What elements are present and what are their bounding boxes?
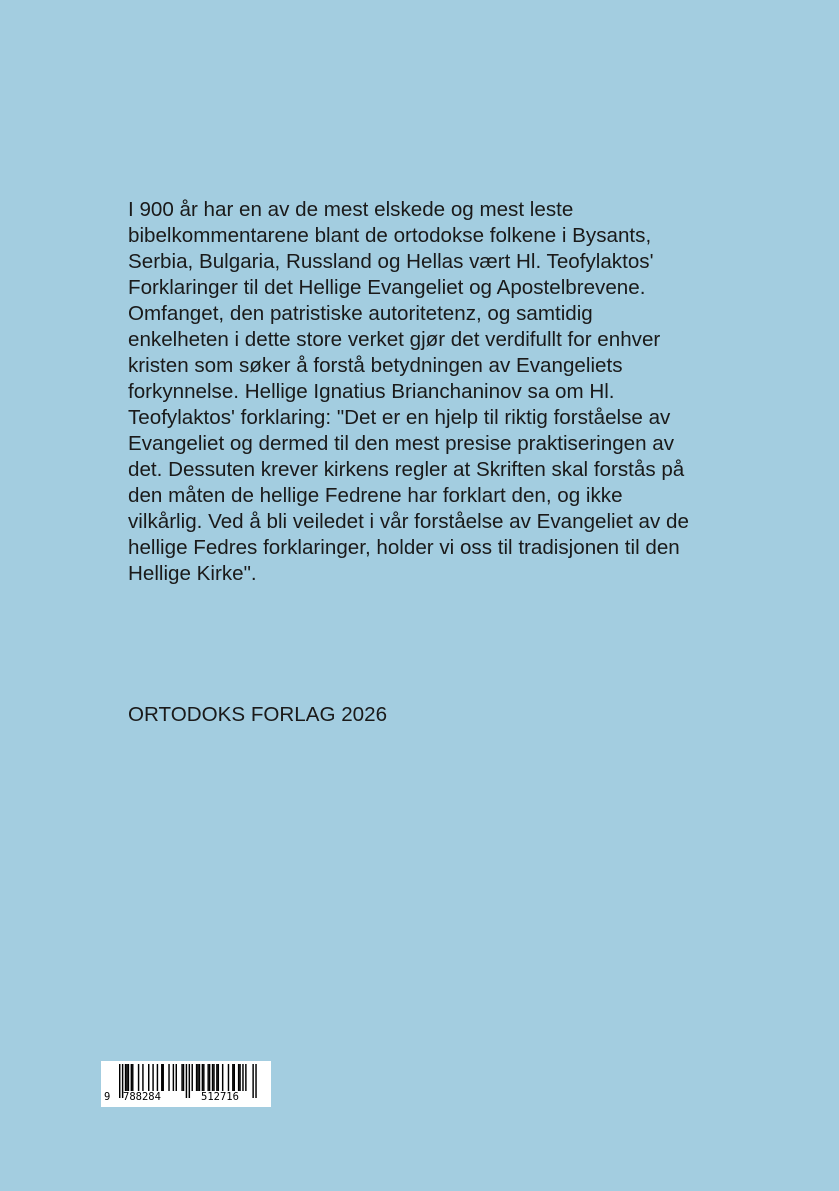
barcode-bar xyxy=(128,1064,129,1091)
barcode-bar xyxy=(222,1064,223,1091)
barcode-bar xyxy=(161,1064,162,1091)
barcode-bar xyxy=(132,1064,133,1091)
barcode-bar xyxy=(126,1064,127,1091)
barcode-bar xyxy=(152,1064,153,1091)
publisher-imprint: ORTODOKS FORLAG 2026 xyxy=(128,703,388,726)
barcode-bar xyxy=(245,1064,246,1091)
isbn-digits xyxy=(101,1090,271,1104)
barcode-bar xyxy=(242,1064,243,1091)
barcode-bar xyxy=(199,1064,200,1091)
barcode-bar xyxy=(142,1064,143,1091)
barcode-bar xyxy=(196,1064,197,1091)
barcode-bar xyxy=(212,1064,213,1091)
barcode-bar xyxy=(176,1064,177,1091)
barcode-bar xyxy=(192,1064,193,1091)
barcode-bar xyxy=(131,1064,132,1091)
blurb-text: I 900 år har en av de mest elskede og mest leste bibelkommentarene blant de ortodokse folkene i Bysants, Serbia, Bulgaria, Russland og Hellas vært Hl. Teofylaktos' Forklaringer til det Hellige Evangeliet og Apostelbrevene. Omfanget, den patristiske autoritetenz, og samtidig enkelheten i dette store verket gjør det verdifullt for enhver kristen som søker å forstå betydningen av Evangeliets forkynnelse. Hellige Ignatius Brianchaninov sa om Hl. Teofylaktos' forklaring: "Det er en hjelp til riktig forståelse av Evangeliet og dermed til den mest presise praktiseringen av det. Dessuten krever kirkens regler at Skriften skal forstås på den måten de hellige Fedrene har forklart den, og ikke vilkårlig. Ved å bli veiledet i vår forståelse av Evangeliet av de hellige Fedres forklaringer, holder vi oss til tradisjonen til den Hellige Kirke". xyxy=(128,198,689,585)
barcode-bar xyxy=(163,1064,164,1091)
barcode-bar xyxy=(239,1064,240,1091)
barcode-bar xyxy=(181,1064,182,1091)
barcode-bar xyxy=(209,1064,210,1091)
barcode-bar xyxy=(173,1064,174,1091)
barcode-bar xyxy=(157,1064,158,1091)
barcode-bar xyxy=(203,1064,204,1091)
barcode-bar xyxy=(125,1064,126,1091)
barcode-bar xyxy=(168,1064,169,1091)
barcode-bar xyxy=(183,1064,184,1091)
isbn-first-digit: 9 xyxy=(104,1091,111,1103)
barcode-bar xyxy=(148,1064,149,1091)
barcode-bar xyxy=(228,1064,229,1091)
isbn-right-digits: 512716 xyxy=(201,1091,239,1103)
barcode-bar xyxy=(234,1064,235,1091)
barcode-bar xyxy=(213,1064,214,1091)
barcode-bar xyxy=(202,1064,203,1091)
barcode-bar xyxy=(207,1064,208,1091)
barcode-bar xyxy=(216,1064,217,1091)
barcode-bar xyxy=(238,1064,239,1091)
barcode-bar xyxy=(218,1064,219,1091)
barcode-bar xyxy=(232,1064,233,1091)
barcode-bar xyxy=(138,1064,139,1091)
barcode-bar xyxy=(197,1064,198,1091)
isbn-barcode xyxy=(101,1061,271,1107)
isbn-left-digits: 788284 xyxy=(123,1091,161,1103)
